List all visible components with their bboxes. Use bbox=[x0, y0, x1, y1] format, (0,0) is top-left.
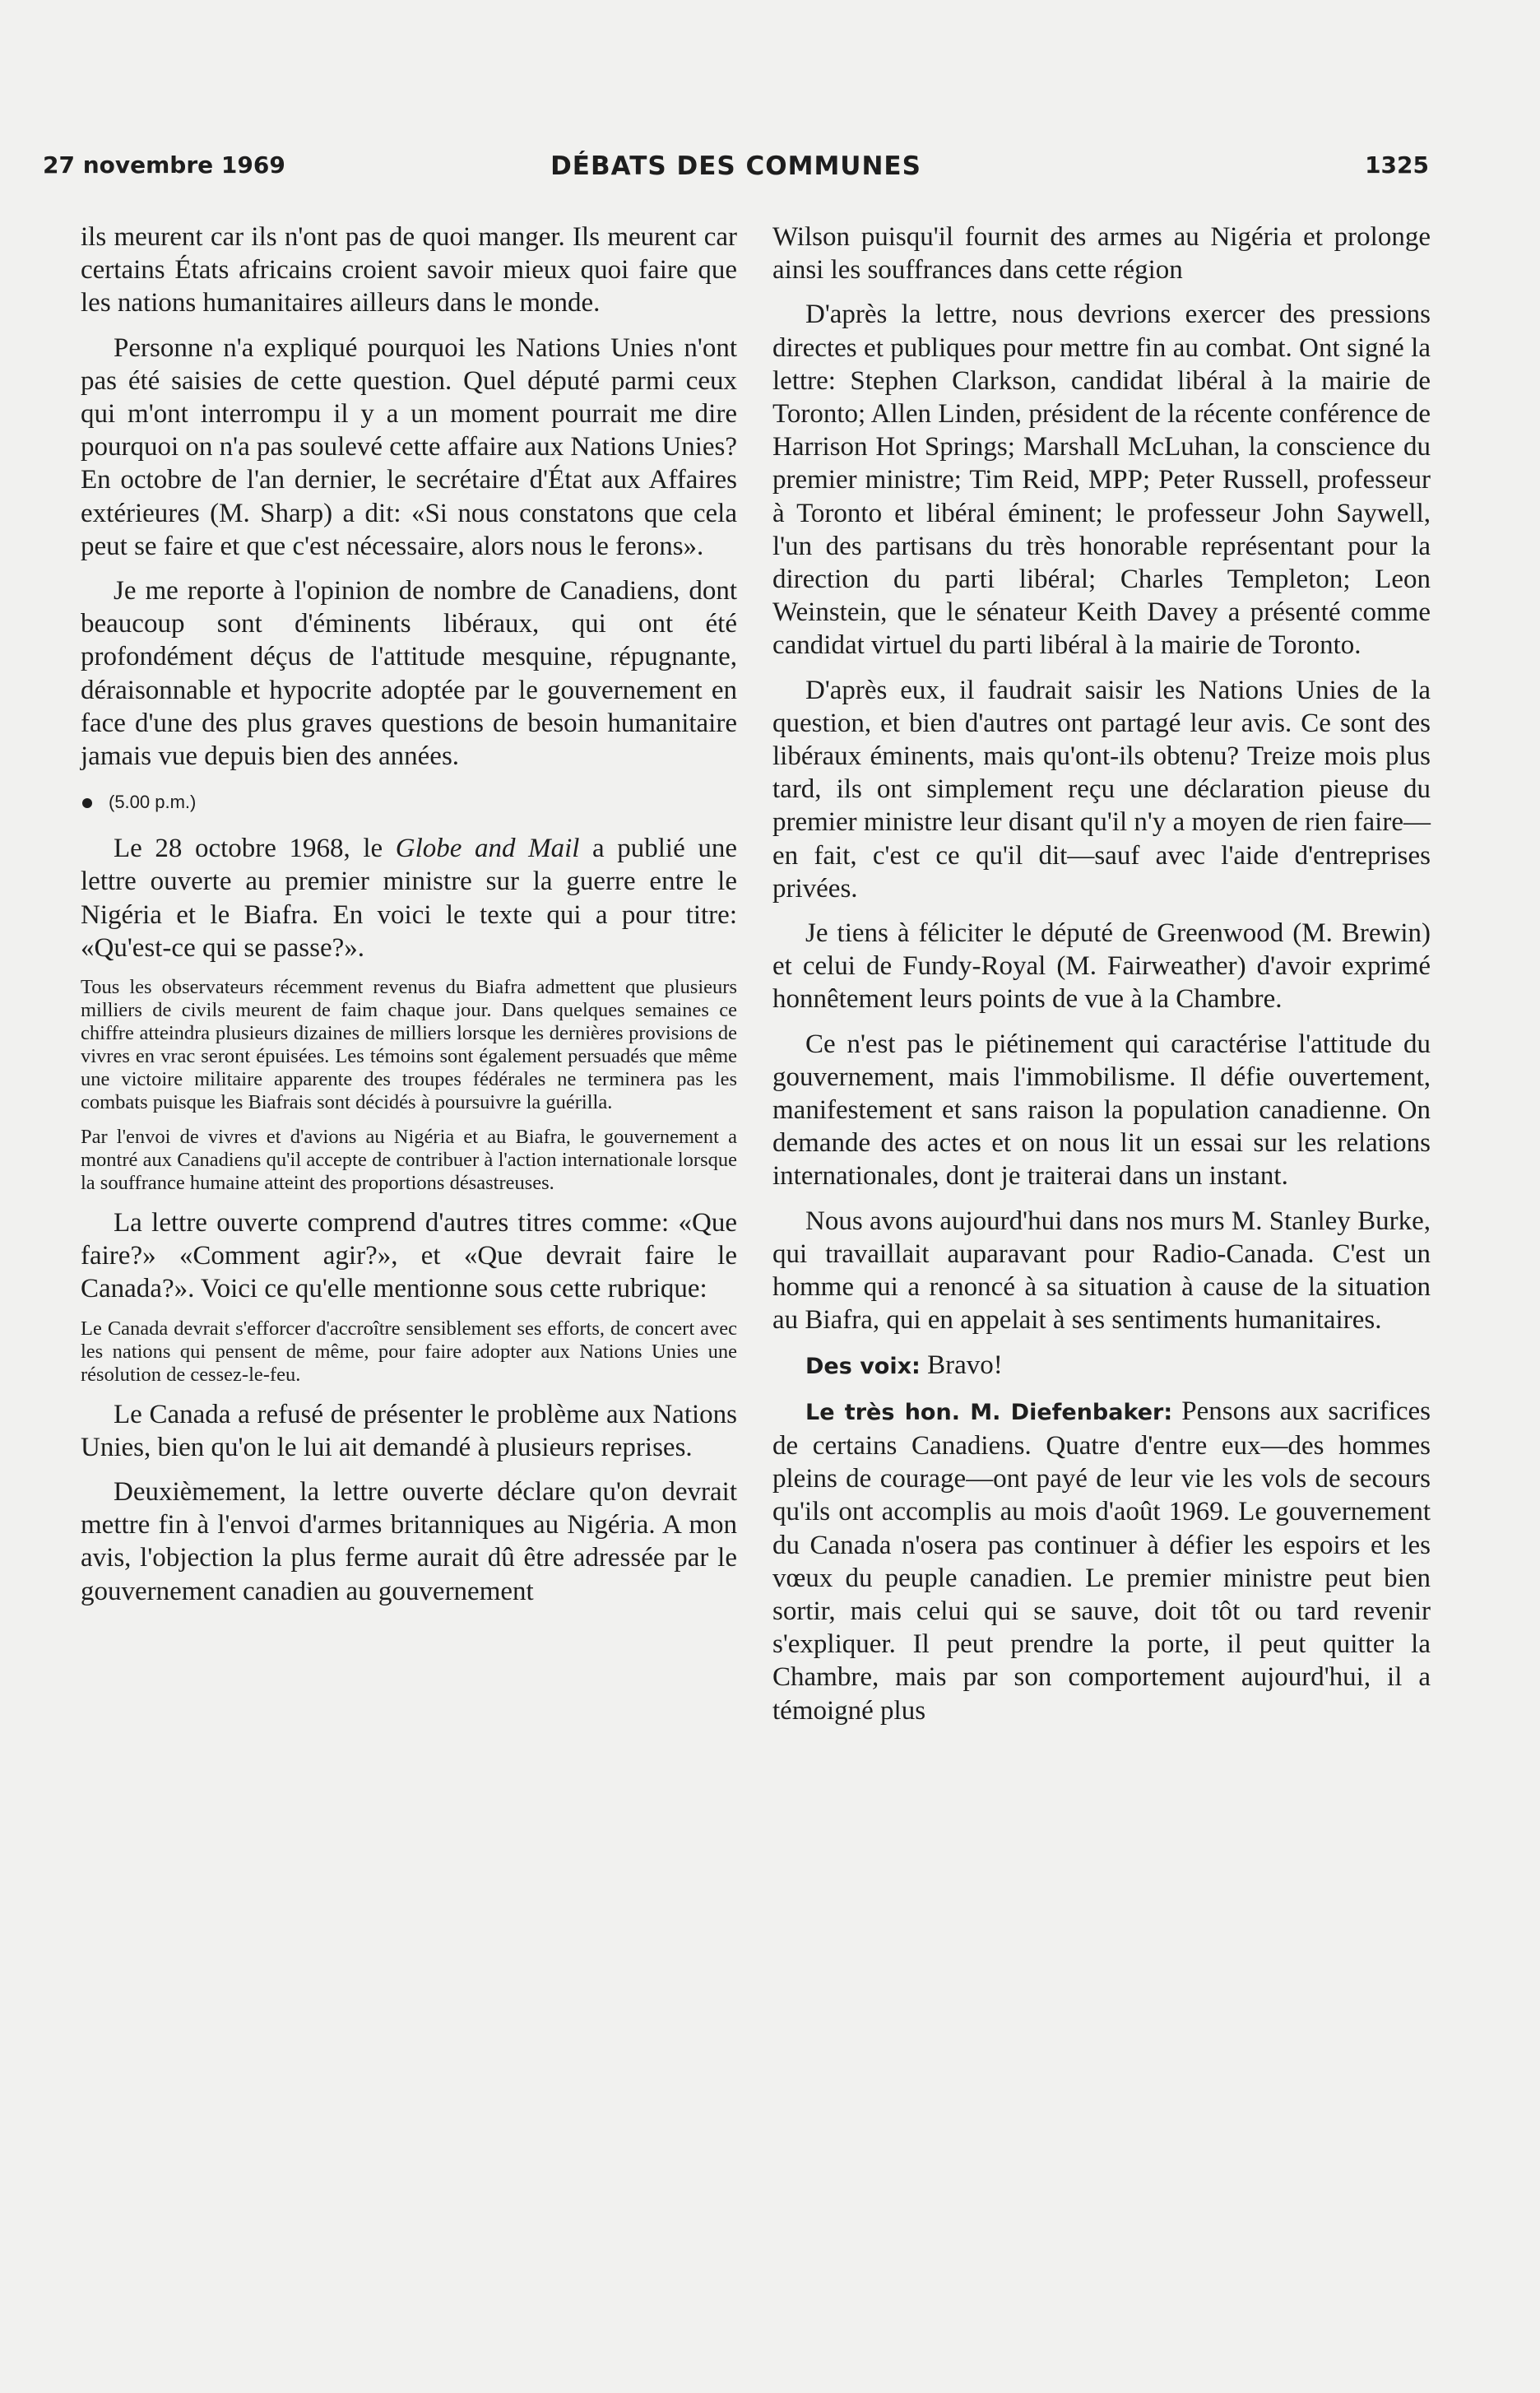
paragraph: D'après la lettre, nous devrions exercer des pressions directes et publiques pour mettre fin au combat. Ont signé la lettre: Stephen Clarkson, candidat libéral à la mairie de Toronto; Allen Linden, président de la récente conférence de Harrison Hot Springs; Marshall McLuhan, la conscience du premier ministre; Tim Reid, MPP; Peter Russell, professeur à Toronto et libéral éminent; le professeur John Saywell, l'un des partisans du très honorable représentant pour la direction du parti libéral; Charles Templeton; Leon Weinstein, que le sénateur Keith Davey a présenté comme candidat virtuel du parti libéral à la mairie de Toronto. bbox=[772, 300, 1431, 661]
header-page-number: 1325 bbox=[1365, 151, 1429, 179]
paragraph: Je me reporte à l'opinion de nombre de Canadiens, dont beaucoup sont d'éminents libéraux, qui ont été profondément déçus de l'attitude mesquine, répugnante, déraisonnable et hypocrite adoptée par le gouvernement en face d'une des plus graves questions de besoin humanitaire jamais vue depuis bien des années. bbox=[81, 576, 737, 772]
right-column bbox=[772, 221, 1431, 1739]
text-run: Le 28 octobre 1968, le bbox=[114, 834, 396, 864]
paragraph bbox=[81, 832, 737, 964]
speaker-paragraph bbox=[772, 1349, 1431, 1383]
left-column bbox=[81, 221, 737, 1619]
paragraph: La lettre ouverte comprend d'autres titres comme: «Que faire?» «Comment agir?», et «Que devrait faire le Canada?». Voici ce qu'elle mentionne sous cette rubrique: bbox=[81, 1208, 737, 1304]
quotation: Tous les observateurs récemment revenus du Biafra admettent que plusieurs milliers de civils meurent de faim chaque jour. Dans quelques semaines ce chiffre atteindra plusieurs dizaines de milliers lorsque les dernières provisions de vivres en vrac seront épuisées. Les témoins sont également persuadés que même une victoire militaire apparente des troupes fédérales ne terminera pas les combats puisque les Biafrais sont décidés à poursuivre la guérilla. bbox=[81, 976, 737, 1114]
quotation: Le Canada devrait s'efforcer d'accroître sensiblement ses efforts, de concert avec les nations qui pensent de même, pour faire adopter aux Nations Unies une résolution de cessez-le-feu. bbox=[81, 1317, 737, 1386]
paragraph: Wilson puisqu'il fournit des armes au Nigéria et prolonge ainsi les souffrances dans cette région bbox=[772, 222, 1431, 286]
paragraph: Personne n'a expliqué pourquoi les Nations Unies n'ont pas été saisies de cette question. Quel député parmi ceux qui m'ont interrompu il y a un moment pourrait me dire pourquoi on n'a pas soulevé cette affaire aux Nations Unies? En octobre de l'an dernier, le secrétaire d'État aux Affaires extérieures (M. Sharp) a dit: «Si nous constatons que cela peut se faire et que c'est nécessaire, alors nous le ferons». bbox=[81, 332, 737, 561]
header-date: 27 novembre 1969 bbox=[43, 151, 285, 179]
paragraph: Je tiens à féliciter le député de Greenwood (M. Brewin) et celui de Fundy-Royal (M. Fairweather) d'avoir exprimé honnêtement leurs points de vue à la Chambre. bbox=[772, 918, 1431, 1015]
text-run: Pensons aux sacrifices de certains Canadiens. Quatre d'entre eux—des hommes pleins de courage—ont payé de leur vie les vols de secours qu'ils ont accomplis au mois d'août 1969. Le gouvernement du Canada n'osera pas continuer à défier les espoirs et les vœux du peuple canadien. Le premier ministre peut bien sortir, mais celui qui se sauve, doit tôt ou tard revenir s'expliquer. Il peut prendre la porte, il peut quitter la Chambre, mais par son comportement aujourd'hui, il a témoigné plus bbox=[772, 1396, 1431, 1726]
paragraph: ils meurent car ils n'ont pas de quoi manger. Ils meurent car certains États africains croient savoir mieux quoi faire que les nations humanitaires ailleurs dans le monde. bbox=[81, 222, 737, 318]
header-title: DÉBATS DES COMMUNES bbox=[550, 151, 921, 181]
speaker-paragraph bbox=[772, 1395, 1431, 1727]
bullet-icon bbox=[82, 798, 92, 808]
speaker-label: Des voix: bbox=[805, 1353, 921, 1379]
newspaper-title: Globe and Mail bbox=[395, 834, 580, 864]
paragraph: Ce n'est pas le piétinement qui caractérise l'attitude du gouvernement, mais l'immobilisme. Il défie ouvertement, manifestement et sans raison la population canadienne. On demande des actes et on nous lit un essai sur les relations internationales, dont je traiterai dans un instant. bbox=[772, 1029, 1431, 1192]
quotation: Par l'envoi de vivres et d'avions au Nigéria et au Biafra, le gouvernement a montré aux Canadiens qu'il accepte de contribuer à l'action internationale lorsque la souffrance humaine atteint des proportions désastreuses. bbox=[81, 1126, 737, 1195]
text-run: Bravo! bbox=[920, 1350, 1003, 1380]
time-label: (5.00 p.m.) bbox=[109, 792, 197, 813]
text-run: a publié une lettre ouverte au premier ministre sur la guerre entre le Nigéria et le Biafra. En voici le texte qui a pour titre: «Qu'est-ce qui se passe?». bbox=[81, 834, 737, 963]
paragraph: Deuxièmement, la lettre ouverte déclare qu'on devrait mettre fin à l'envoi d'armes britanniques au Nigéria. A mon avis, l'objection la plus ferme aurait dû être adressée par le gouvernement canadien au gouvernement bbox=[81, 1477, 737, 1606]
paragraph: D'après eux, il faudrait saisir les Nations Unies de la question, et bien d'autres ont partagé leur avis. Ce sont des libéraux éminents, mais qu'ont-ils obtenu? Treize mois plus tard, ils ont simplement reçu une déclaration pieuse du premier ministre leur disant qu'il n'y a moyen de rien faire—en fait, c'est ce qu'il dit—sauf avec l'aide d'entreprises privées. bbox=[772, 675, 1431, 904]
time-marker bbox=[81, 784, 737, 820]
paragraph: Le Canada a refusé de présenter le problème aux Nations Unies, bien qu'on le lui ait demandé à plusieurs reprises. bbox=[81, 1399, 737, 1462]
page-header bbox=[43, 151, 1429, 193]
speaker-label: Le très hon. M. Diefenbaker: bbox=[805, 1399, 1173, 1425]
paragraph: Nous avons aujourd'hui dans nos murs M. Stanley Burke, qui travaillait auparavant pour Radio-Canada. C'est un homme qui a renoncé à sa situation à cause de la situation au Biafra, qui en appelait à ses sentiments humanitaires. bbox=[772, 1206, 1431, 1336]
